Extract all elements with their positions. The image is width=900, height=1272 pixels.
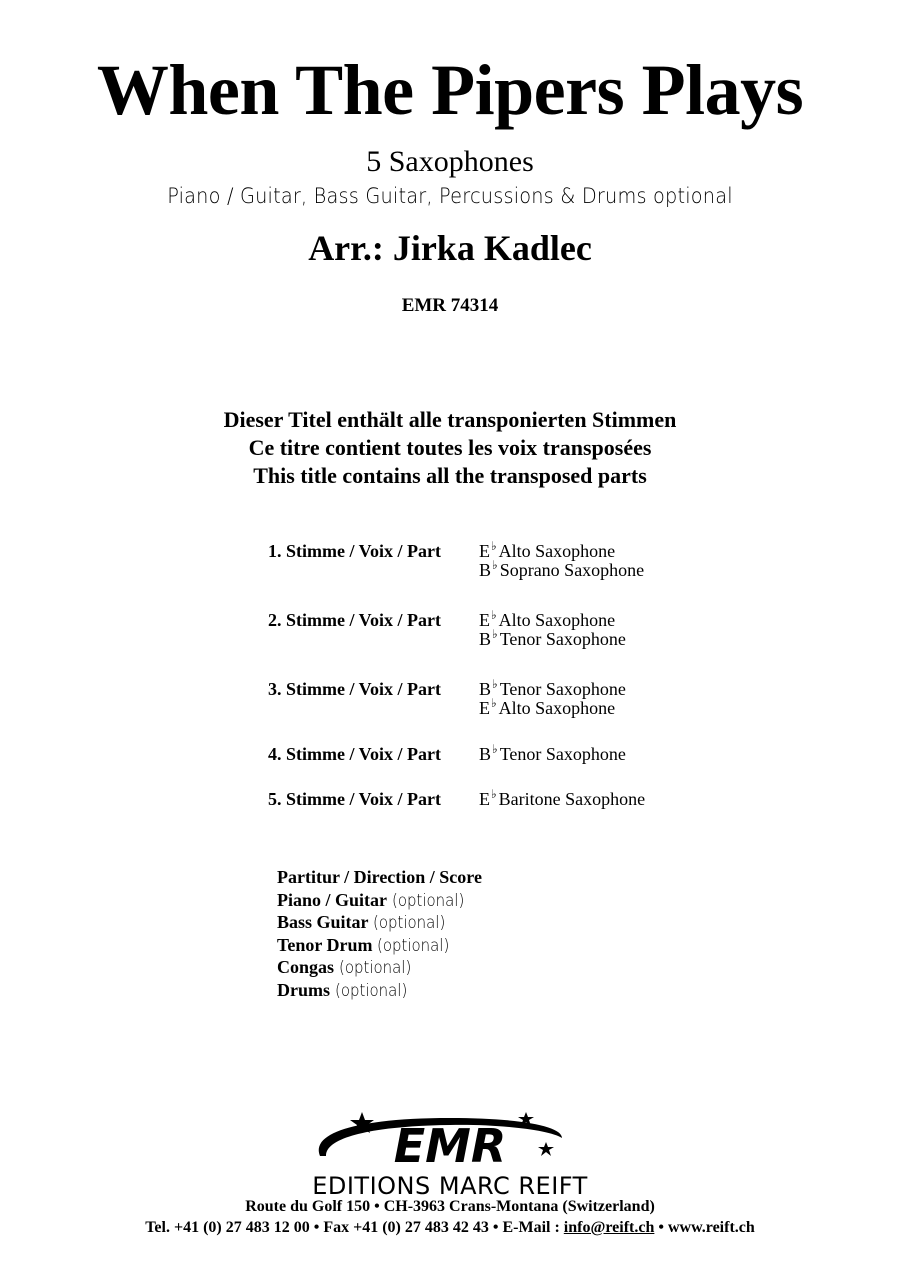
note-french: Ce titre contient toutes les voix transposées: [248, 435, 652, 460]
publisher-name: EDITIONS MARC REIFT: [312, 1172, 588, 1200]
part-instruments: [479, 677, 626, 718]
flat-symbol: ♭: [491, 608, 497, 622]
part-instruments: [479, 742, 626, 764]
flat-symbol: ♭: [491, 696, 497, 710]
flat-symbol: ♭: [492, 742, 498, 756]
instrument-line: E♭ Alto Saxophone: [479, 608, 616, 630]
subtitle: 5 Saxophones: [366, 145, 534, 178]
catalog-number: EMR 74314: [401, 295, 499, 316]
instrument-line: B♭ Tenor Saxophone: [479, 627, 626, 649]
flat-symbol: ♭: [492, 677, 498, 691]
part-instruments: [479, 539, 645, 580]
part-label: 1. Stimme / Voix / Part: [268, 541, 441, 561]
arranger: Arr.: Jirka Kadlec: [308, 228, 592, 268]
email-link[interactable]: info@reift.ch: [563, 1219, 655, 1236]
list-item: Congas (optional): [277, 957, 411, 979]
flat-symbol: ♭: [491, 787, 497, 801]
note-german: Dieser Titel enthält alle transponierten Stimmen: [223, 407, 677, 432]
flat-symbol: ♭: [492, 558, 498, 572]
instrument-line: E♭ Alto Saxophone: [479, 539, 616, 561]
publisher-logo: [300, 1104, 600, 1200]
instrument-line: E♭ Baritone Saxophone: [479, 787, 646, 809]
instrumentation-line: Piano / Guitar, Bass Guitar, Percussions & Drums optional: [167, 184, 733, 208]
list-item: Partitur / Direction / Score: [277, 867, 482, 887]
website-link[interactable]: • www.reift.ch: [654, 1219, 755, 1236]
publisher-address: Route du Golf 150 • CH-3963 Crans-Montana (Switzerland): [245, 1198, 655, 1215]
instrument-line: B♭ Tenor Saxophone: [479, 742, 626, 764]
contents-list: [277, 866, 482, 1002]
list-item: Drums (optional): [277, 979, 407, 1001]
part-instruments: [479, 787, 646, 809]
part-label: 3. Stimme / Voix / Part: [268, 679, 441, 699]
flat-symbol: ♭: [492, 627, 498, 641]
instrument-line: B♭ Soprano Saxophone: [479, 558, 645, 580]
part-instruments: [479, 608, 626, 649]
part-label: 5. Stimme / Voix / Part: [268, 789, 441, 809]
list-item: Tenor Drum (optional): [277, 934, 450, 956]
list-item: Piano / Guitar (optional): [277, 889, 464, 911]
part-label: 4. Stimme / Voix / Part: [268, 744, 441, 764]
flat-symbol: ♭: [491, 539, 497, 553]
part-label: 2. Stimme / Voix / Part: [268, 610, 441, 630]
publisher-contact: Tel. +41 (0) 27 483 12 00 • Fax +41 (0) 27 483 42 43 • E-Mail : info@reift.ch • www.reift.ch: [145, 1219, 755, 1236]
instrument-line: B♭ Tenor Saxophone: [479, 677, 626, 699]
transposition-notes: [0, 406, 900, 490]
logo-mark: EMR: [393, 1119, 507, 1173]
note-english: This title contains all the transposed parts: [253, 463, 647, 488]
list-item: Bass Guitar (optional): [277, 912, 446, 934]
instrument-line: E♭ Alto Saxophone: [479, 696, 616, 718]
page-title: When The Pipers Plays: [96, 50, 804, 130]
